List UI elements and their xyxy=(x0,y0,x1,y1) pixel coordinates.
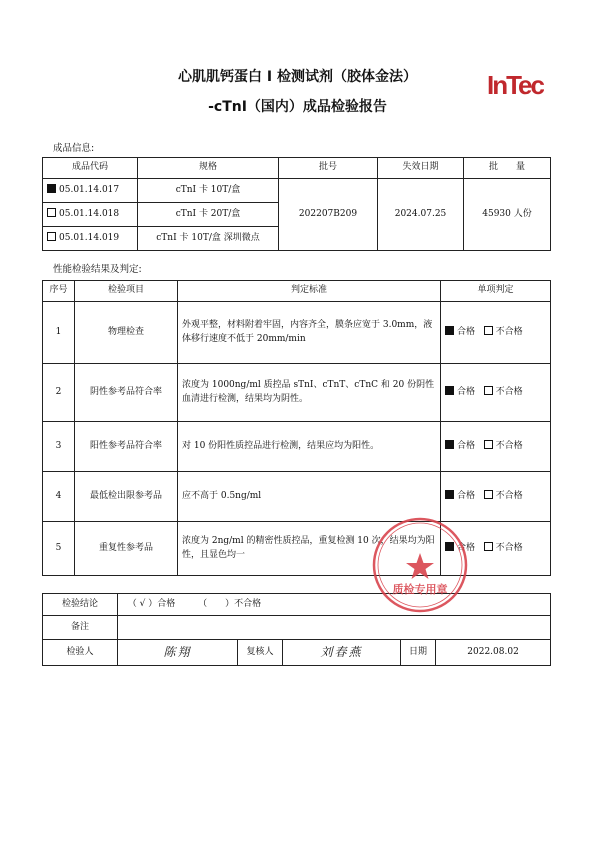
checked-box-icon xyxy=(445,326,454,335)
pass-label: 合格 xyxy=(457,386,476,397)
inspector-label: 检验人 xyxy=(43,640,118,666)
checked-box-icon xyxy=(47,184,56,193)
criterion-text: 浓度为 1000ng/ml 质控品 sTnI、cTnT、cTnC 和 20 份阴性血清进行检测，结果均为阴性。 xyxy=(178,364,441,422)
fail-label: 不合格 xyxy=(495,440,523,451)
reviewer-label: 复核人 xyxy=(238,640,283,666)
unchecked-box-icon xyxy=(484,440,493,449)
table-row xyxy=(43,364,551,422)
test-item: 重复性参考品 xyxy=(75,522,178,576)
col-batch: 批号 xyxy=(279,158,378,179)
row-number: 2 xyxy=(43,364,75,422)
unchecked-box-icon xyxy=(484,326,493,335)
col-product-code: 成品代码 xyxy=(43,158,138,179)
unchecked-box-icon xyxy=(484,490,493,499)
product-code: 05.01.14.018 xyxy=(59,208,120,219)
row-number: 1 xyxy=(43,302,75,364)
col-no: 序号 xyxy=(43,281,75,302)
intec-logo xyxy=(486,68,544,100)
checked-box-icon xyxy=(445,490,454,499)
product-spec: cTnI 卡 10T/盒 深圳微点 xyxy=(138,227,279,251)
performance-header-row xyxy=(43,281,551,302)
conclusion-pass: （ √ ）合格 xyxy=(127,598,176,609)
report-title: 心肌肌钙蛋白 I 检测试剂（胶体金法） xyxy=(178,69,417,85)
signature-row xyxy=(43,640,551,666)
table-row xyxy=(43,422,551,472)
col-criterion: 判定标准 xyxy=(178,281,441,302)
criterion-text: 对 10 份阳性质控品进行检测，结果应均为阳性。 xyxy=(178,422,441,472)
product-code-cell xyxy=(43,179,138,203)
pass-label: 合格 xyxy=(457,490,476,501)
conclusion-value xyxy=(118,594,551,616)
remarks-value xyxy=(118,616,551,640)
remarks-row xyxy=(43,616,551,640)
criterion-text: 外观平整，材料附着牢固，内容齐全，膜条应宽于 3.0mm，液体移行速度不低于 20mm/min xyxy=(178,302,441,364)
fail-label: 不合格 xyxy=(495,386,523,397)
batch-number: 202207B209 xyxy=(279,179,378,251)
reviewer-signature xyxy=(283,640,401,666)
product-spec: cTnI 卡 20T/盒 xyxy=(138,203,279,227)
quality-inspection-stamp xyxy=(370,515,470,615)
checked-box-icon xyxy=(445,386,454,395)
product-code: 05.01.14.019 xyxy=(59,232,120,243)
test-item: 最低检出限参考品 xyxy=(75,472,178,522)
row-number: 4 xyxy=(43,472,75,522)
unchecked-box-icon xyxy=(484,542,493,551)
product-code-cell xyxy=(43,227,138,251)
report-subtitle: -cTnI（国内）成品检验报告 xyxy=(208,99,387,115)
product-code: 05.01.14.017 xyxy=(59,184,120,195)
row-number: 3 xyxy=(43,422,75,472)
fail-label: 不合格 xyxy=(495,542,523,553)
judgement-cell xyxy=(441,422,551,472)
criterion-text: 应不高于 0.5ng/ml xyxy=(178,472,441,522)
batch-quantity: 45930 人份 xyxy=(464,179,551,251)
col-quantity: 批 量 xyxy=(464,158,551,179)
date-value: 2022.08.02 xyxy=(436,640,551,666)
product-info-table xyxy=(42,157,551,251)
conclusion-row xyxy=(43,594,551,616)
pass-label: 合格 xyxy=(457,542,476,553)
table-row xyxy=(43,302,551,364)
judgement-cell xyxy=(441,302,551,364)
conclusion-fail: （ ）不合格 xyxy=(198,598,262,609)
table-row xyxy=(43,179,551,203)
fail-label: 不合格 xyxy=(495,490,523,501)
pass-label: 合格 xyxy=(457,326,476,337)
performance-table xyxy=(42,280,551,576)
reviewer-sig-text: 刘春燕 xyxy=(320,645,363,660)
inspector-sig-text: 陈翔 xyxy=(163,645,192,660)
unchecked-box-icon xyxy=(47,208,56,217)
test-item: 阴性参考品符合率 xyxy=(75,364,178,422)
col-spec: 规格 xyxy=(138,158,279,179)
unchecked-box-icon xyxy=(47,232,56,241)
date-label: 日期 xyxy=(401,640,436,666)
pass-label: 合格 xyxy=(457,440,476,451)
test-item: 阳性参考品符合率 xyxy=(75,422,178,472)
judgement-cell xyxy=(441,472,551,522)
product-spec: cTnI 卡 10T/盒 xyxy=(138,179,279,203)
test-item: 物理检查 xyxy=(75,302,178,364)
conclusion-label: 检验结论 xyxy=(43,594,118,616)
remarks-label: 备注 xyxy=(43,616,118,640)
row-number: 5 xyxy=(43,522,75,576)
product-code-cell xyxy=(43,203,138,227)
logo-text: InTec xyxy=(487,70,543,100)
conclusion-table xyxy=(42,593,551,666)
col-judgement: 单项判定 xyxy=(441,281,551,302)
judgement-cell xyxy=(441,364,551,422)
stamp-text: 质检专用章 xyxy=(392,583,448,596)
checked-box-icon xyxy=(445,440,454,449)
product-header-row xyxy=(43,158,551,179)
col-item: 检验项目 xyxy=(75,281,178,302)
criterion-text: 浓度为 2ng/ml 的精密性质控品，重复检测 10 次，结果均为阳性，且显色均一 xyxy=(178,522,441,576)
expiry-date: 2024.07.25 xyxy=(378,179,464,251)
inspector-signature xyxy=(118,640,238,666)
product-info-label: 成品信息: xyxy=(53,143,95,154)
col-expiry: 失效日期 xyxy=(378,158,464,179)
performance-label: 性能检验结果及判定: xyxy=(53,264,142,275)
table-row xyxy=(43,522,551,576)
fail-label: 不合格 xyxy=(495,326,523,337)
unchecked-box-icon xyxy=(484,386,493,395)
table-row xyxy=(43,472,551,522)
star-icon xyxy=(406,553,434,579)
